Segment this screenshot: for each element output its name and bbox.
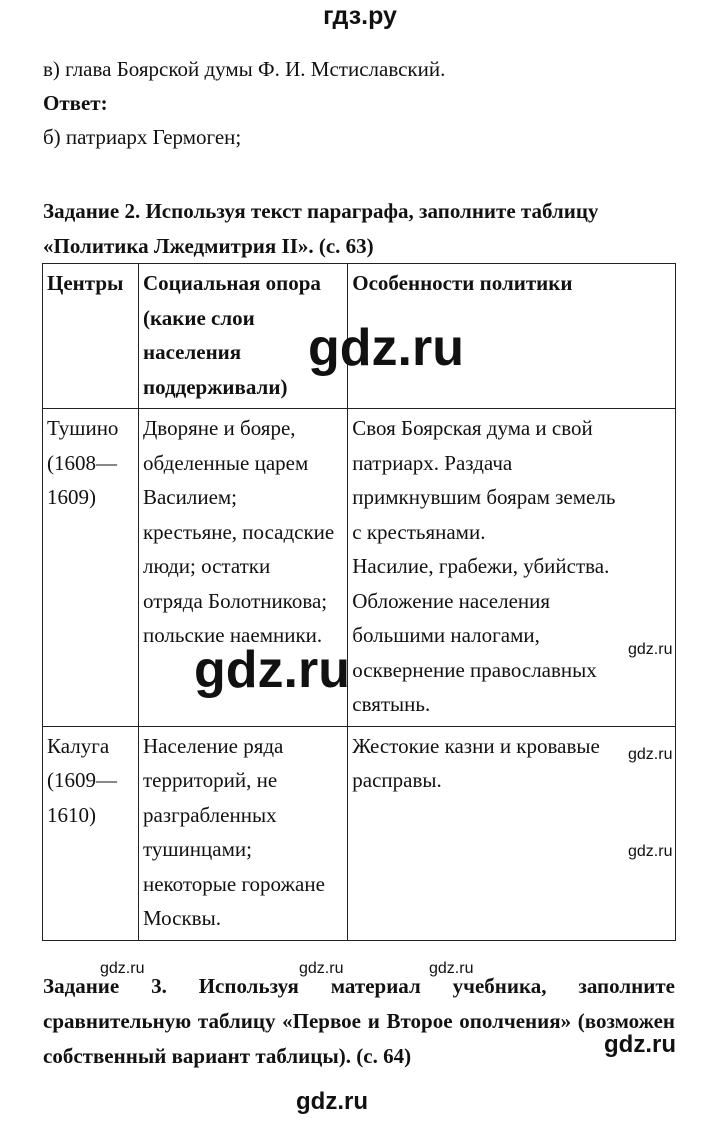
cell-line: Насилие, грабежи, убийства.: [352, 554, 610, 578]
cell-center: [43, 726, 139, 940]
watermark-footer: gdz.ru: [296, 1088, 368, 1115]
cell-line: осквернение православных: [352, 657, 597, 682]
header-line: Особенности политики: [352, 271, 573, 295]
header-line: Центры: [47, 271, 124, 295]
task2-title-line1: Задание 2. Используя текст параграфа, заполните таблицу: [43, 199, 599, 223]
watermark-small: gdz.ru: [628, 746, 673, 763]
cell-line: (1608—: [47, 450, 117, 475]
header-line: поддерживали): [142, 374, 288, 399]
cell-line: (1609—: [47, 768, 117, 792]
cell-line: патриарх. Раздача: [352, 450, 513, 475]
cell-line: святынь.: [352, 692, 431, 716]
cell-line: Население ряда: [142, 733, 284, 758]
cell-line: некоторые горожане: [142, 871, 325, 896]
answer-label: Ответ:: [43, 91, 108, 115]
cell-support: [138, 726, 347, 940]
cell-policy: [348, 409, 676, 727]
cell-center: [43, 409, 139, 727]
watermark-small: gdz.ru: [628, 843, 673, 860]
cell-line: территорий, не: [142, 768, 278, 792]
answer-text: б) патриарх Гермоген;: [43, 125, 242, 149]
watermark-big: gdz.ru: [194, 641, 350, 699]
cell-line: Тушино: [47, 416, 119, 440]
cell-policy: [348, 726, 676, 940]
cell-line: обделенные царем: [142, 450, 309, 475]
watermark-small: gdz.ru: [299, 960, 344, 977]
cell-line: польские наемники.: [142, 623, 323, 647]
cell-line: люди; остатки: [142, 554, 271, 578]
watermark-mid: gdz.ru: [604, 1031, 676, 1058]
table-row-tushino: [43, 409, 676, 727]
cell-line: большими налогами,: [352, 623, 540, 647]
watermark-small: gdz.ru: [628, 641, 673, 658]
cell-line: разграбленных: [142, 802, 277, 827]
cell-line: Обложение населения: [352, 588, 551, 613]
watermark-small: gdz.ru: [429, 960, 474, 977]
cell-line: отряда Болотникова;: [142, 588, 328, 613]
cell-line: расправы.: [352, 768, 442, 792]
header-line: населения: [142, 340, 242, 364]
task2-title-line2: «Политика Лжедмитрия II». (с. 63): [43, 234, 374, 258]
cell-line: тушинцами;: [142, 837, 252, 861]
cell-line: Дворяне и бояре,: [142, 416, 296, 440]
cell-line: Калуга: [47, 733, 110, 758]
cell-line: Василием;: [142, 485, 238, 509]
task3-text: Задание 3. Используя материал учебника, заполните сравнительную таблицу «Первое и Второе ополчения» (возможен собственный вариант таблицы). (с. 64): [43, 974, 675, 1068]
watermark-small: gdz.ru: [100, 960, 145, 977]
cell-line: 1610): [47, 802, 96, 827]
watermark-big: gdz.ru: [308, 319, 464, 377]
cell-line: крестьяне, посадские: [142, 519, 335, 544]
task2-title: [43, 194, 675, 264]
site-header-title: гдз.ру: [323, 2, 397, 30]
option-v-text: в) глава Боярской думы Ф. И. Мстиславский.: [43, 57, 446, 81]
cell-line: примкнувшим боярам земель: [352, 485, 616, 509]
cell-line: 1609): [47, 485, 96, 509]
header-line: (какие слои: [142, 305, 255, 330]
table-row-kaluga: [43, 726, 676, 940]
cell-line: Своя Боярская дума и свой: [352, 416, 593, 440]
cell-line: с крестьянами.: [352, 519, 486, 544]
cell-line: Москвы.: [142, 906, 221, 930]
cell-line: Жестокие казни и кровавые: [352, 733, 600, 758]
header-centers: [43, 264, 139, 409]
header-line: Социальная опора: [142, 271, 321, 295]
